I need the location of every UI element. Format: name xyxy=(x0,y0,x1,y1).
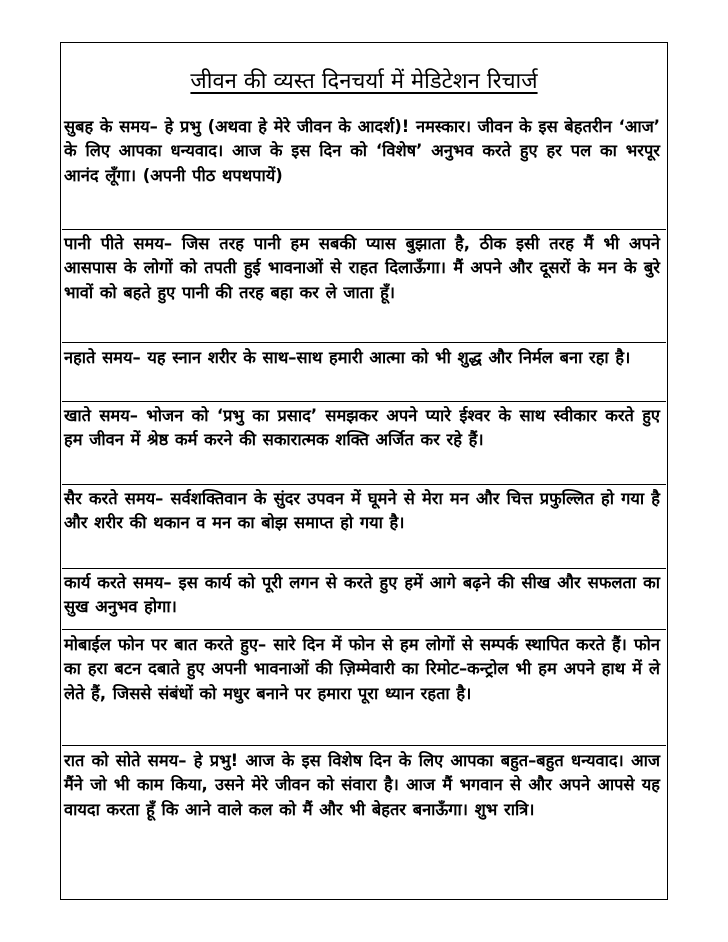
paragraph-divider xyxy=(62,745,666,746)
paragraph-divider xyxy=(62,629,666,630)
paragraph-eating: खाते समय– भोजन को ‘प्रभु का प्रसाद’ समझकर अपने प्यारे ईश्वर के साथ स्वीकार करते हुए हम जीवन में श्रेष्ठ कर्म करने की सकारात्मक शक्ति अर्जित कर रहे हैं। xyxy=(64,406,660,450)
paragraph-bathing: नहाते समय– यह स्नान शरीर के साथ–साथ हमारी आत्मा को भी शुद्ध और निर्मल बना रहा है। xyxy=(64,348,631,367)
paragraph-night: रात को सोते समय– हे प्रभु! आज के इस विशेष दिन के लिए आपका बहुत–बहुत धन्यवाद। आज मैंने जो भी काम किया, उसने मेरे जीवन को संवारा है। आज मैं भगवान से और अपने आपसे यह वायदा करता हूँ कि आने वाले कल को मैं और भी बेहतर बनाऊँगा। शुभ रात्रि। xyxy=(64,751,660,819)
paragraph-divider xyxy=(62,484,666,485)
paragraph-walking: सैर करते समय– सर्वशक्तिवान के सुंदर उपवन में घूमने से मेरा मन और चित्त प्रफुल्लित हो गया है और शरीर की थकान व मन का बोझ समाप्त हो गया है। xyxy=(64,489,660,533)
paragraph-morning: सुबह के समय– हे प्रभु (अथवा हे मेरे जीवन के आदर्श)! नमस्कार। जीवन के इस बेहतरीन ‘आज’ के लिए आपका धन्यवाद। आज के इस दिन को ‘विशेष’ अनुभव करते हुए हर पल का भरपूर आनंद लूँगा। (अपनी पीठ थपथपायें) xyxy=(64,117,660,185)
paragraph-divider xyxy=(62,342,666,343)
paragraph-divider xyxy=(62,568,666,569)
paragraph-mobile-phone: मोबाईल फोन पर बात करते हुए– सारे दिन में फोन से हम लोगों से सम्पर्क स्थापित करते हैं। फोन का हरा बटन दबाते हुए अपनी भावनाओं की ज़िम्मेवारी का रिमोट–कन्ट्रोल भी हम अपने हाथ में ले लेते हैं, जिससे संबंधों को मधुर बनाने पर हमारा पूरा ध्यान रहता है। xyxy=(64,635,660,703)
paragraph-drinking-water: पानी पीते समय– जिस तरह पानी हम सबकी प्यास बुझाता है, ठीक इसी तरह मैं भी अपने आसपास के लोगों को तपती हुई भावनाओं से राहत दिलाऊँगा। मैं अपने और दूसरों के मन के बुरे भावों को बहते हुए पानी की तरह बहा कर ले जाता हूँ। xyxy=(64,234,660,302)
document-title: जीवन की व्यस्त दिनचर्या में मेडिटेशन रिचार्ज xyxy=(190,69,538,94)
paragraph-working: कार्य करते समय– इस कार्य को पूरी लगन से करते हुए हमें आगे बढ़ने की सीख और सफलता का सुख अनुभव होगा। xyxy=(64,573,660,617)
paragraph-divider xyxy=(62,229,666,230)
paragraph-divider xyxy=(62,401,666,402)
